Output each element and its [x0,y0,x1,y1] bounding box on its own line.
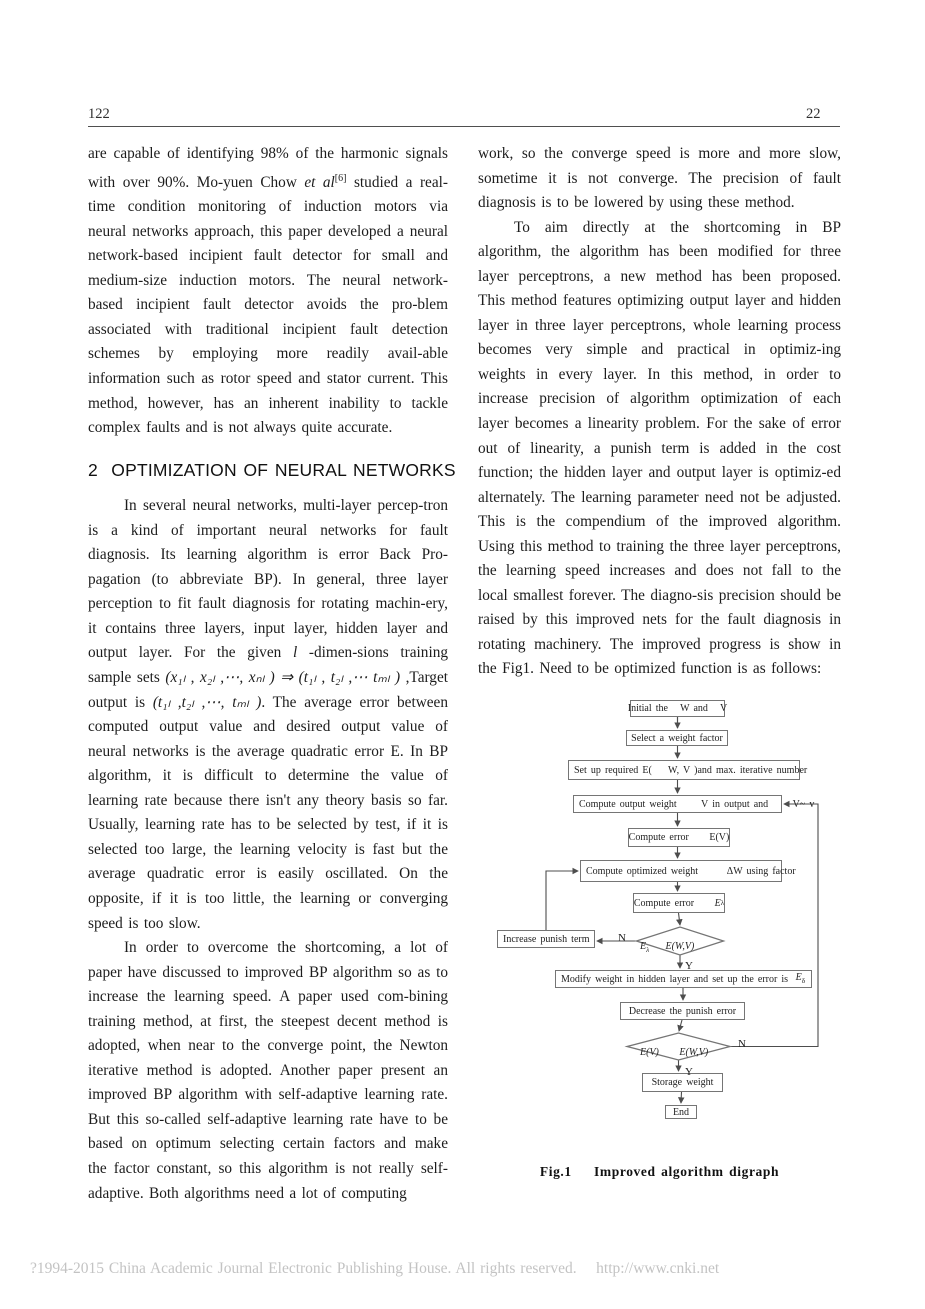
flow-node-compute-error-ev: Compute error E(V) [628,828,730,847]
flow-node-compute-output-weight: Compute output weight V in output and V~ v [573,795,782,813]
branch-label-n2: N [738,1038,746,1051]
math-e: E [714,897,721,909]
math-e-sub: λ [646,946,650,955]
math-e-sub: λ [720,898,725,907]
math-l: l [292,644,298,662]
flowchart [480,690,850,1138]
branch-label-y1: Y [685,960,693,973]
et-al-italic: et al [304,173,335,191]
paragraph-improved-bp: In order to overcome the shortcoming, a lot of paper have discussed to improved BP algorithm so as to increase the learning speed. A paper used com-bining training method, at first, the steepest decent method is adopted, when near to the converge point, the Newton iterative method is adopted. Another paper present an improved BP algorithm with self-adaptive learning rate. But this so-called self-adaptive learning rate have to be based on optimum selecting certain factors and make the factor constant, so this algorithm is not really self-adaptive. Both algorithms need a lot of computing [88,939,448,1202]
flow-node-decrease-punish-error: Decrease the punish error [620,1002,745,1020]
math-e: E [640,941,647,953]
header-rule [88,126,840,127]
node-text: Modify weight in hidden layer and set up the error is [561,973,789,985]
paragraph-text: are capable of identifying 98% of the harmonic signals with over 90%. Mo-yuen Chow [88,145,448,191]
column-left [88,142,456,1206]
node-text: Compute error [633,897,715,909]
flow-node-initial-weights: Initial the W and V [630,700,725,717]
section-heading: 2 OPTIMIZATION OF NEURAL NETWORKS [88,459,456,480]
flow-decision-final-error-check: E(V) E(W,V) [640,1046,709,1058]
branch-label-n1: N [618,932,626,945]
math-target-output: (t₁ₗ ,t₂ₗ ,⋯, tₘₗ ) [152,693,262,711]
flowchart-connectors [480,690,850,1138]
page-number-left: 122 [88,106,110,122]
math-training-sets: (x₁ₗ , x₂ₗ ,⋯, xₙₗ ) ⇒ (t₁ₗ , t₂ₗ ,⋯ tₘₗ ) [165,669,401,687]
paragraph-converge: work, so the converge speed is more and more slow, sometime it is not converge. The precision of fault diagnosis is to be lowered by using these method. [478,145,841,212]
footer-copyright: ?1994-2015 China Academic Journal Electronic Publishing House. All rights reserved. http://www.cnki.net [30,1260,720,1277]
paragraph-intro [88,142,448,441]
paragraph-text: . The average error between computed output value and desired output value of neural networks is the average quadratic error E. In BP algorithm, it is difficult to determine the value of learning rate because there isn't any theory basis so far. Usually, learning rate has to be selected by test, if it is selected too large, the learning velocity is fast but the average quadratic error is easily oscillated. On the opposite, if it is too little, the learning or converging speed is too slow. [88,693,448,932]
page-number-right: 22 [806,106,821,122]
figure-1 [478,690,841,1185]
flow-node-storage-weight: Storage weight [642,1073,723,1092]
paragraph-bp-intro [88,494,448,936]
math-e-delta: $E_\delta$ [795,971,805,985]
flow-node-compute-optimized-weight: Compute optimized weight ΔW using factor [580,860,782,882]
branch-label-y2: Y [685,1066,693,1079]
citation-ref: [6] [334,172,347,184]
paragraph-new-method: To aim directly at the shortcoming in BP algorithm, the algorithm has been modified for three layer perceptrons, a new method has been proposed. This method features optimizing output layer and hidden layer in three layer perceptrons, whole learning process becomes very simple and practical in optimiz-ing weights in every layer. In this method, in order to increase precision of algorithm optimization of each layer becomes a linearity problem. For the sake of error out of linearity, a punish term is added in the cost function; the hidden layer and output layer is optimiz-ed alternately. The learning parameter need not be adjusted. This is the compendium of the improved algorithm. Using this method to training the three layer perceptrons, the learning speed increases and does not fall to the local smallest forever. The diagno-sis precision should be raised by this improved nets for the fault diagnosis in rotating machinery. The improved progress is show in the Fig1. Need to be optimized function is as follows: [478,218,841,678]
paragraph-text: studied a real-time condition monitoring of induction motors via neural networks approach, this paper developed a neural network-based incipient fault detector for small and medium-size induction motors. The neural network-based incipient fault detector avoids the pro-blem associated with traditional incipient fault detection schemes by employing more readily avail-able information such as rotor speed and stator current. This method, however, has an inherent inability to tackle complex faults and is not always quite accurate. [88,173,448,437]
flow-node-setup-required-error: Set up required E( W, V )and max. iterative number [568,760,800,780]
paragraph-text: ,Target output is [88,669,449,711]
decision-text: E(W,V) [649,941,695,953]
flow-node-modify-weight-hidden-layer [555,970,812,988]
figure-caption: Fig.1 Improved algorithm digraph [539,1164,780,1180]
flow-node-increase-punish-term: Increase punish term [497,930,595,948]
flow-node-end: End [665,1105,697,1119]
flow-node-select-weight-factor: Select a weight factor [626,730,728,746]
flow-node-compute-error-lambda [633,893,725,913]
paragraph-text: -dimen-sions training sample sets [88,644,448,687]
column-right [478,142,841,1185]
paragraph-text: In several neural networks, multi-layer percep-tron is a kind of important neural networks for fault diagnosis. Its learning algorithm is error Back Pro-pagation (to abbreviate BP). In general, three layer perception to fit fault diagnosis for rotating machin-ery, it contains three layers, input layer, hidden layer and output layer. For the given [88,497,448,662]
